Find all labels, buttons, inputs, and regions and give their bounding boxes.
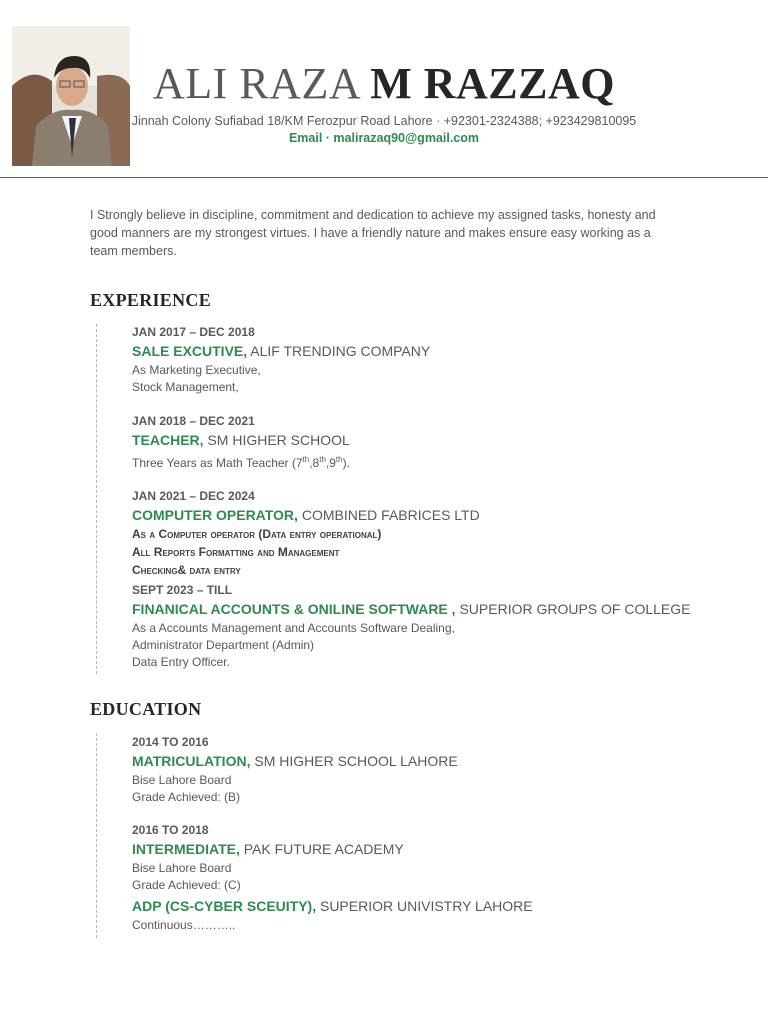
entry-description	[132, 620, 732, 671]
entry-role	[132, 898, 732, 914]
objective-text: I Strongly believe in discipline, commitment and dedication to achieve my assigned tasks, honesty and good manners are my strongest virtues. I have a friendly nature and makes ensure easy working as a team members.	[90, 208, 656, 258]
entry-org: PAK FUTURE ACADEMY	[243, 841, 404, 857]
entry-description	[132, 917, 732, 934]
entry-description	[132, 772, 732, 806]
entry-org: ALIF TRENDING COMPANY	[250, 343, 431, 359]
entry-title: COMPUTER OPERATOR,	[132, 507, 298, 523]
education-heading: EDUCATION	[90, 699, 202, 719]
education-entry	[132, 898, 732, 934]
superscript: th	[335, 455, 343, 464]
entry-description	[132, 525, 732, 579]
candidate-name	[0, 58, 768, 109]
entry-title: TEACHER,	[132, 432, 204, 448]
entry-date: JAN 2018 – DEC 2021	[132, 414, 255, 428]
entry-role	[132, 753, 732, 769]
entry-description	[132, 451, 732, 472]
entry-line-sep: ,8	[309, 456, 320, 470]
entry-line: Data Entry Officer.	[132, 655, 230, 669]
entry-line: As a Accounts Management and Accounts Software Dealing,	[132, 621, 455, 635]
header-divider	[0, 177, 768, 178]
entry-line: As a Computer operator (Data entry operational)	[132, 527, 382, 541]
contact-line: Jinnah Colony Sufiabad 18/KM Ferozpur Road Lahore · +92301-2324388; +923429810095	[131, 114, 637, 128]
entry-line: Administrator Department (Admin)	[132, 638, 315, 652]
entry-org: SUPERIOR UNIVISTRY LAHORE	[319, 898, 533, 914]
experience-entry	[132, 325, 732, 396]
entry-line: Grade Achieved: (B)	[132, 790, 241, 804]
entry-line: As Marketing Executive,	[132, 363, 261, 377]
entry-line: Bise Lahore Board	[132, 861, 232, 875]
entry-org: SM HIGHER SCHOOL LAHORE	[254, 753, 458, 769]
experience-timeline	[96, 324, 97, 674]
entry-line: Continuous………..	[132, 918, 236, 932]
entry-line: All Reports Formatting and Management	[132, 545, 340, 559]
entry-description	[132, 362, 732, 396]
entry-org: SM HIGHER SCHOOL	[207, 432, 350, 448]
entry-title: MATRICULATION,	[132, 753, 251, 769]
entry-line: Grade Achieved: (C)	[132, 878, 241, 892]
entry-role	[132, 507, 732, 523]
entry-title: ADP (CS-CYBER SCEUITY),	[132, 898, 317, 914]
entry-date: JAN 2017 – DEC 2018	[132, 325, 255, 339]
entry-date: 2016 TO 2018	[132, 823, 209, 837]
entry-title: INTERMEDIATE,	[132, 841, 240, 857]
education-timeline	[96, 733, 97, 938]
superscript: th	[319, 455, 326, 464]
entry-date: JAN 2021 – DEC 2024	[132, 489, 255, 503]
entry-description	[132, 860, 732, 894]
education-entry	[132, 823, 732, 894]
experience-entry	[132, 583, 732, 671]
education-entry	[132, 735, 732, 806]
experience-heading: EXPERIENCE	[90, 290, 212, 310]
entry-title: FINANICAL ACCOUNTS & ONILINE SOFTWARE ,	[132, 601, 456, 617]
entry-line	[132, 451, 732, 472]
email-line: Email · malirazaq90@gmail.com	[288, 131, 480, 145]
first-name: ALI RAZA	[153, 59, 359, 108]
entry-title: SALE EXCUTIVE,	[132, 343, 248, 359]
entry-line: Stock Management,	[132, 380, 239, 394]
entry-date: 2014 TO 2016	[132, 735, 209, 749]
entry-role	[132, 432, 732, 448]
entry-line-sep: ,9	[325, 456, 336, 470]
entry-org: SUPERIOR GROUPS OF COLLEGE	[459, 601, 691, 617]
entry-line: Checking& data entry	[132, 563, 241, 577]
entry-org: COMBINED FABRICES LTD	[301, 507, 480, 523]
last-name: M RAZZAQ	[370, 59, 615, 108]
entry-role	[132, 343, 732, 359]
entry-line: Bise Lahore Board	[132, 773, 232, 787]
entry-line-prefix: Three Years as Math Teacher (7	[132, 456, 303, 470]
experience-entry	[132, 489, 732, 579]
entry-line-suffix: ).	[342, 456, 350, 470]
entry-role	[132, 841, 732, 857]
entry-date: SEPT 2023 – TILL	[132, 583, 233, 597]
entry-role	[132, 601, 732, 617]
superscript: th	[302, 455, 310, 464]
experience-entry	[132, 414, 732, 472]
